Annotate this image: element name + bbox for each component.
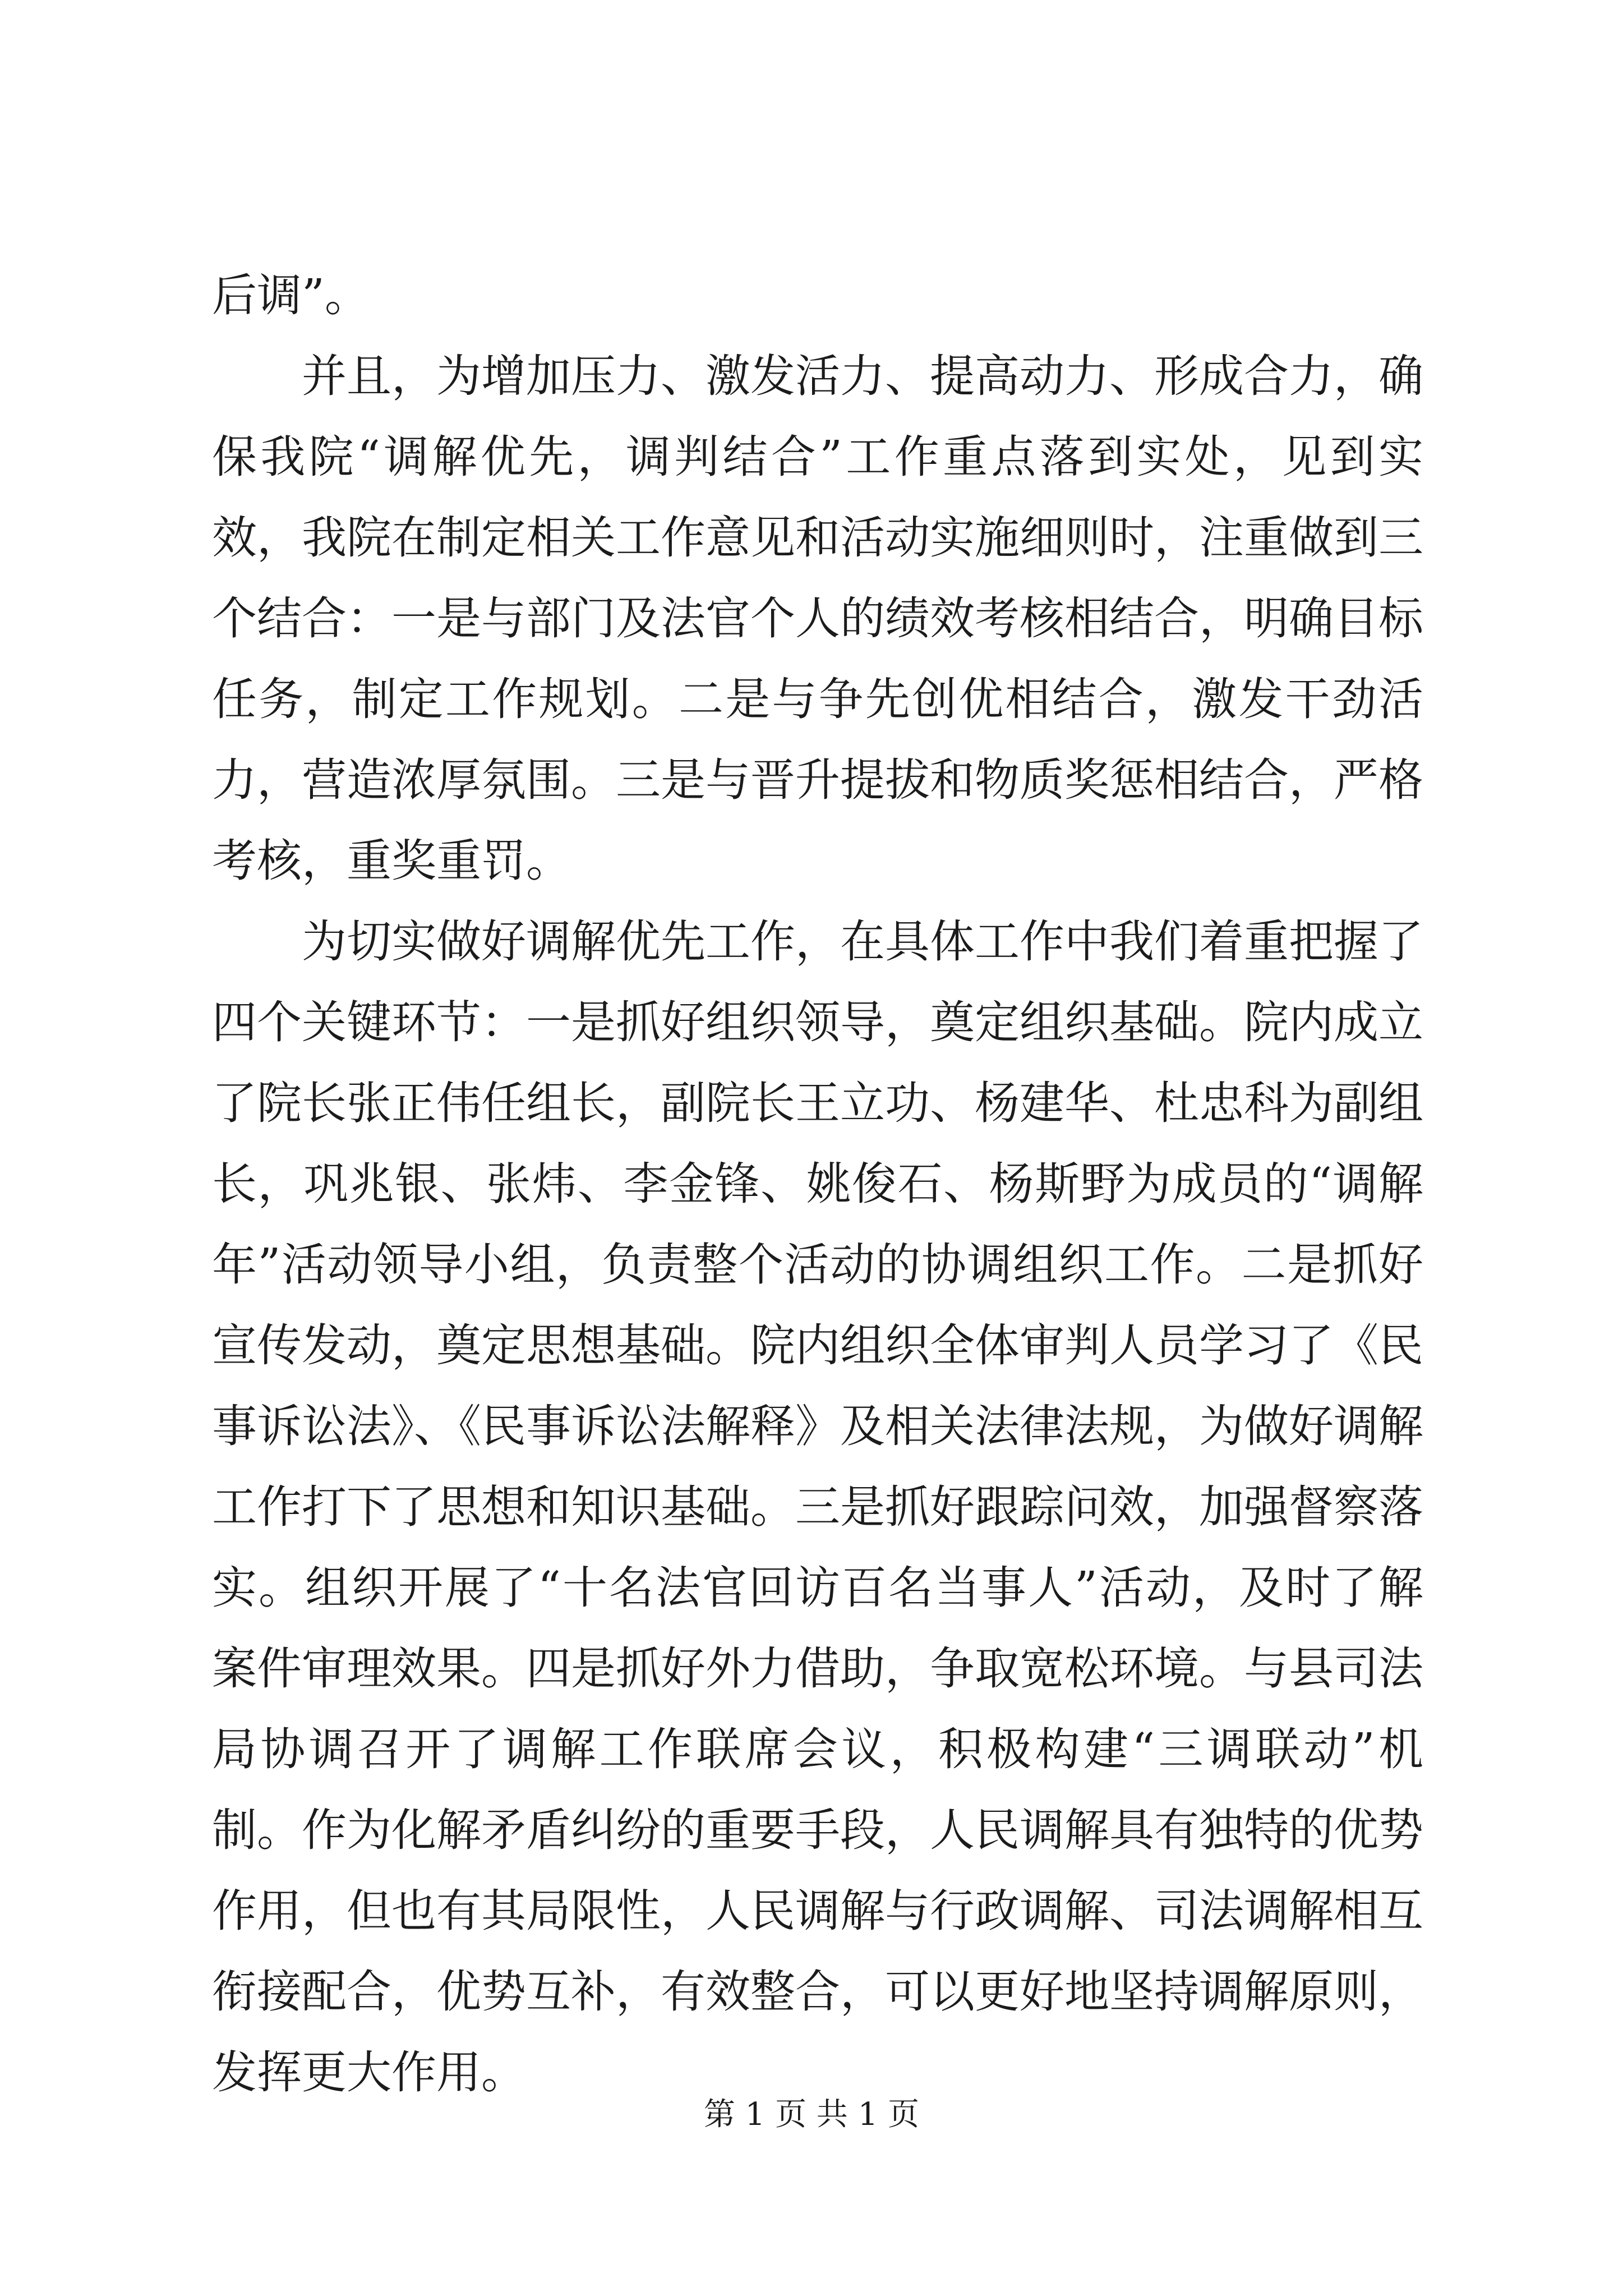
page-footer: 第 1 页 共 1 页	[703, 2096, 920, 2133]
paragraph-2: 并且，为增加压力、激发活力、提高动力、形成合力，确保我院“调解优先，调判结合”工作重点落到实处，见到实效，我院在制定相关工作意见和活动实施细则时，注重做到三个结合：一是与部门及法官个人的绩效考核相结合，明确目标任务，制定工作规划。二是与争先创优相结合，激发干劲活力，营造浓厚氛围。三是与晋升提拔和物质奖惩相结合，严格考核，重奖重罚。	[212, 350, 1423, 887]
paragraph-1: 后调”。	[212, 269, 370, 321]
paragraph-3: 为切实做好调解优先工作，在具体工作中我们着重把握了四个关键环节：一是抓好组织领导，奠定组织基础。院内成立了院长张正伟任组长，副院长王立功、杨建华、杜忠科为副组长，巩兆银、张炜、李金锋、姚俊石、杨斯野为成员的“调解年”活动领导小组，负责整个活动的协调组织工作。二是抓好宣传发动，奠定思想基础。院内组织全体审判人员学习了《民事诉讼法》、《民事诉讼法解释》及相关法律法规，为做好调解工作打下了思想和知识基础。三是抓好跟踪问效，加强督察落实。组织开展了“十名法官回访百名当事人”活动，及时了解案件审理效果。四是抓好外力借助，争取宽松环境。与县司法局协调召开了调解工作联席会议，积极构建“三调联动”机制。作为化解矛盾纠纷的重要手段，人民调解具有独特的优势作用，但也有其局限性，人民调解与行政调解、司法调解相互衔接配合，优势互补，有效整合，可以更好地坚持调解原则，发挥更大作用。	[212, 915, 1423, 2099]
document-body	[212, 255, 1423, 2113]
